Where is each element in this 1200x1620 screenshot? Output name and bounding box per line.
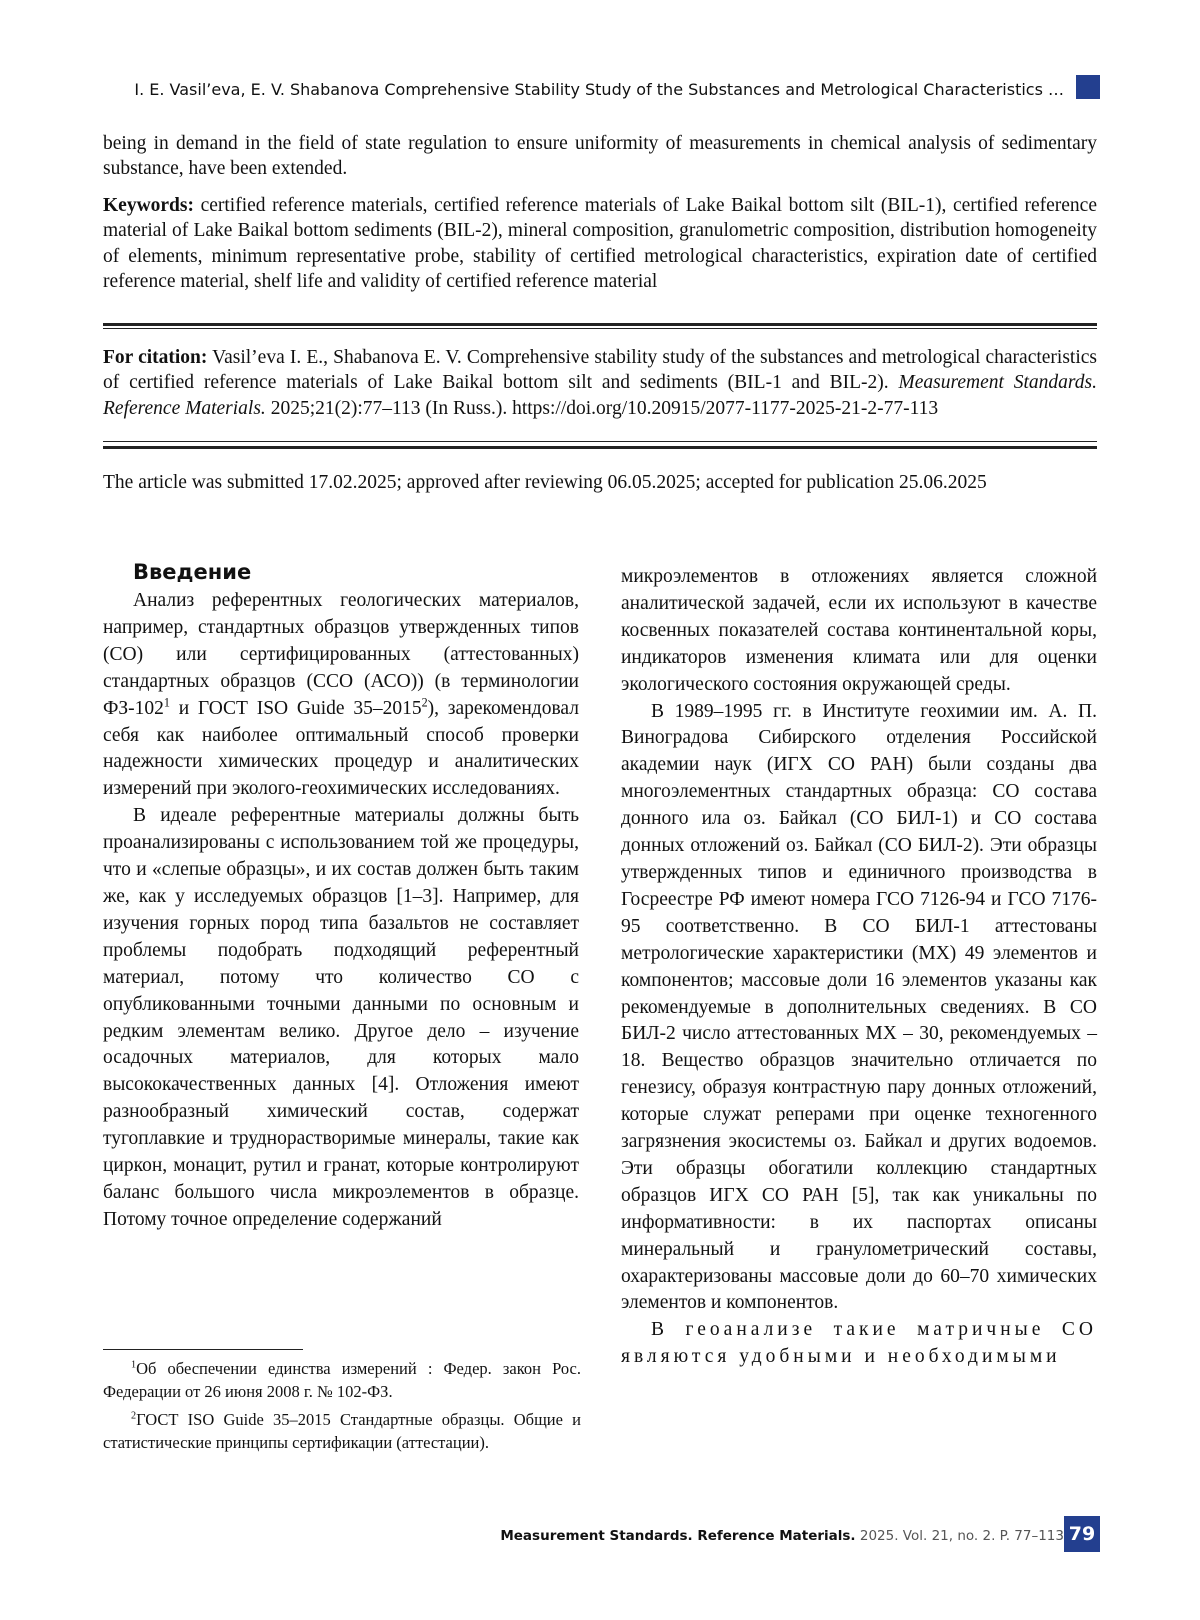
footnote-text: Об обеспечении единства измерений : Федер. закон Рос. Федерации от 26 июня 2008 г. № 102-ФЗ. xyxy=(103,1359,581,1401)
citation-top-rule-thin xyxy=(103,328,1097,329)
citation-text: Vasil’eva I. E., Shabanova E. V. Comprehensive stability study of the substances and metrological characteristics of certified reference materials of Lake Baikal bottom silt and sediments (BIL-1 and BIL-2). xyxy=(103,347,1097,394)
abstract-tail: being in demand in the field of state regulation to ensure uniformity of measurements in chemical analysis of sedimentary substance, have been extended. xyxy=(103,133,1097,180)
left-column xyxy=(103,588,579,1234)
footnote xyxy=(103,1409,581,1454)
citation-label: For citation: xyxy=(103,347,208,368)
footnote-number: 2 xyxy=(131,1410,137,1422)
right-column xyxy=(621,564,1097,1371)
paragraph xyxy=(103,588,579,803)
paragraph-text: Анализ референтных геологических материалов, например, стандартных образцов утвержденных типов (СО) или сертифицированных (аттестованных) стандартных образцов (ССО (АСО)) (в терминологии ФЗ-102 xyxy=(103,590,579,719)
keywords-label: Keywords: xyxy=(103,195,194,216)
footnote-ref[interactable]: 2 xyxy=(421,695,428,710)
running-header xyxy=(134,80,1064,99)
keywords-text: certified reference materials, certified reference materials of Lake Baikal bottom silt (BIL-1), certified reference material of Lake Baikal bottom sediments (BIL-2), mineral composition, granulometric composition, distribution homogeneity of elements, minimum representative probe, stability of certified metrological characteristics, expiration date of certified reference material, shelf life and validity of certified reference material xyxy=(103,195,1097,292)
citation-journal: Measurement Standards. Reference Materials. xyxy=(103,372,1098,419)
submission-dates: The article was submitted 17.02.2025; approved after reviewing 06.05.2025; accepted for publication 25.06.2025 xyxy=(103,472,987,493)
paragraph-text: ), зарекомендовал себя как наиболее оптимальный способ проверки надежности химических процедур и аналитических измерений при эколого-геохимических исследованиях. xyxy=(103,697,579,800)
footnote-number: 1 xyxy=(131,1359,137,1371)
footnotes xyxy=(103,1358,581,1460)
footer-journal: Measurement Standards. Reference Materials. xyxy=(500,1528,856,1544)
footnote xyxy=(103,1358,581,1403)
citation-bottom-rule-thin xyxy=(103,441,1097,442)
citation-bottom-rule xyxy=(103,446,1097,449)
footnote-rule xyxy=(103,1349,303,1350)
header-accent-square xyxy=(1076,75,1100,99)
header-article-title: Comprehensive Stability Study of the Substances and Metrological Characteristics … xyxy=(384,80,1064,99)
footnote-text: ГОСТ ISO Guide 35–2015 Стандартные образцы. Общие и статистические принципы сертификации (аттестации). xyxy=(103,1410,581,1452)
citation-doi[interactable]: 2025;21(2):77–113 (In Russ.). https://doi.org/10.20915/2077-1177-2025-21-2-77-113 xyxy=(270,397,939,419)
footer-issue: 2025. Vol. 21, no. 2. P. 77–113 xyxy=(859,1528,1064,1544)
paragraph: микроэлементов в отложениях является сложной аналитической задачей, если их используют в качестве косвенных показателей состава континентальной коры, индикаторов изменения климата или для оценки экологического состояния окружающей среды. xyxy=(621,566,1097,695)
paragraph: В 1989–1995 гг. в Институте геохимии им. А. П. Виноградова Сибирского отделения Российской академии наук (ИГХ СО РАН) были созданы два многоэлементных стандартных образца: СО состава донного ила оз. Байкал (СО БИЛ-1) и СО состава донных отложений оз. Байкал (СО БИЛ-2). Эти образцы утвержденных типов и единичного производства в Госреестре РФ имеют номера ГСО 7126-94 и ГСО 7176-95 соответственно. В СО БИЛ-1 аттестованы метрологические характеристики (МХ) 49 элементов и компонентов; массовые доли 16 элементов указаны как рекомендуемые в дополнительных сведениях. В СО БИЛ-2 число аттестованных МХ – 30, рекомендуемых – 18. Вещество образцов значительно отличается по генезису, образуя контрастную пару донных отложений, которые служат реперами при оценке техногенного загрязнения экосистемы оз. Байкал и других водоемов. Эти образцы обогатили коллекцию стандартных образцов ИГХ СО РАН [5], так как уникальны по информативности: в их паспортах описаны минеральный и гранулометрический составы, охарактеризованы массовые доли до 60–70 химических элементов и компонентов. xyxy=(621,700,1097,1314)
keywords xyxy=(103,193,1097,294)
paragraph: В идеале референтные материалы должны быть проанализированы с использованием той же процедуры, что и «слепые образцы», и их состав должен быть таким же, как у исследуемых образцов [1–3]. Например, для изучения горных пород типа базальтов не составляет проблемы подобрать подходящий референтный материал, потому что количество СО с опубликованными точными данными по основным и редким элементам велико. Другое дело – изучение осадочных материалов, для которых мало высококачественных данных [4]. Отложения имеют разнообразный химический состав, содержат тугоплавкие и труднорастворимые минералы, такие как циркон, монацит, рутил и гранат, которые контролируют баланс большого числа микроэлементов в образце. Потому точное определение содержаний xyxy=(103,805,579,1230)
paragraph: В геоанализе такие матричные СО являются удобными и необходимыми xyxy=(621,1319,1097,1368)
citation-top-rule xyxy=(103,323,1097,326)
header-authors: I. E. Vasil’eva, E. V. Shabanova xyxy=(134,80,380,99)
paragraph-text: и ГОСТ ISO Guide 35–2015 xyxy=(169,697,422,719)
citation xyxy=(103,345,1097,421)
running-footer xyxy=(500,1528,1064,1544)
footnote-ref[interactable]: 1 xyxy=(163,695,170,710)
section-heading: Введение xyxy=(133,560,252,584)
page-number: 79 xyxy=(1064,1516,1100,1552)
